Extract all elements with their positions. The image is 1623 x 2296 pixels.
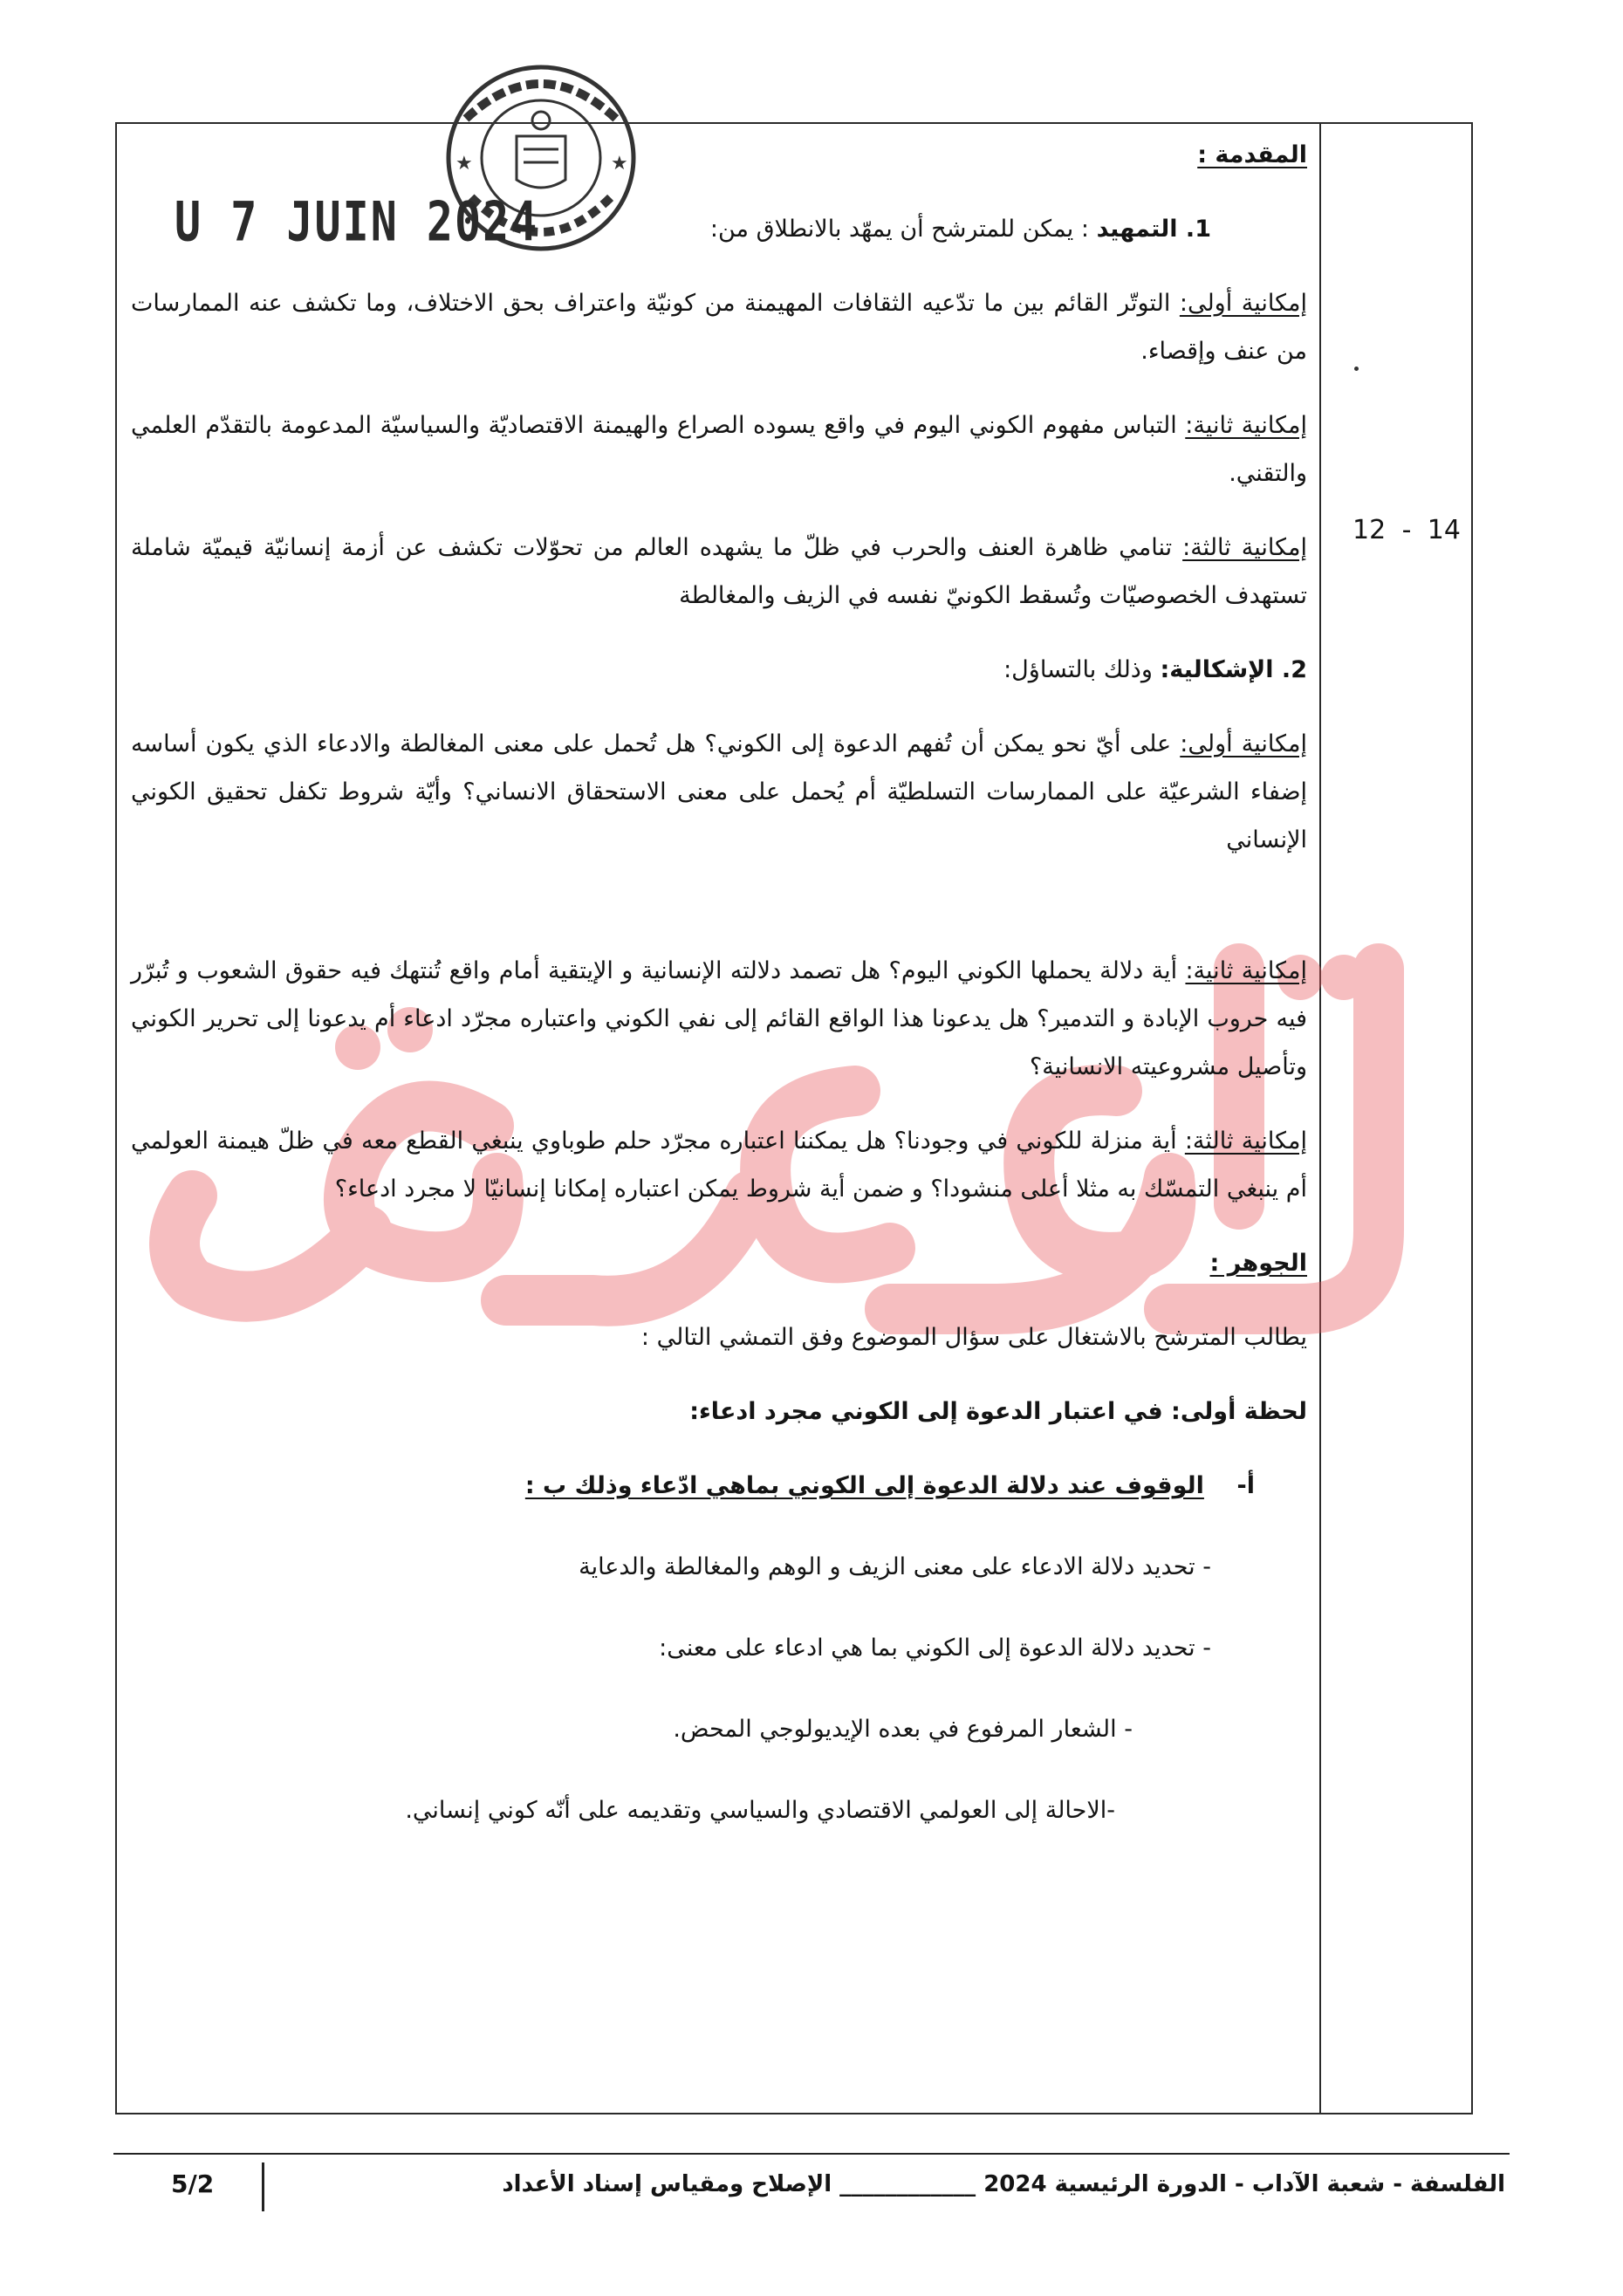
score-max: 14 [1427, 515, 1461, 545]
intro-option-1 [131, 279, 1307, 375]
option-label: إمكانية ثانية: [1185, 957, 1308, 984]
tamhid-text: : يمكن للمترشح أن يمهّد بالانطلاق من: [709, 216, 1097, 243]
point-a-letter: أ- [1236, 1472, 1255, 1499]
bullet-2: - تحديد دلالة الدعوة إلى الكوني بما هي ادعاء على معنى: [659, 1635, 1211, 1662]
option-text: أية منزلة للكوني في وجودنا؟ هل يمكننا اعتباره مجرّد حلم طوباوي ينبغي القطع معه في ظلّ هيمنة العولمي أم ينبغي التمسّك به مثلا أعلى منشودا؟ و ضمن أية شروط يمكن اعتباره إمكانا إنسانيّا لا مجرد ادعاء؟ [131, 1127, 1307, 1203]
question-option-3 [131, 1117, 1307, 1213]
margin-dot [1354, 367, 1359, 371]
question-option-1 [131, 720, 1307, 864]
option-text: تنامي ظاهرة العنف والحرب في ظلّ ما يشهده العالم من تحوّلات تكشف عن أزمة إنسانيّة قيميّة شاملة تستهدف الخصوصيّات وتُسقط الكونيّ نفسه في الزيف والمغالطة [131, 534, 1307, 609]
option-label: إمكانية ثانية: [1185, 412, 1307, 439]
score-range [1340, 515, 1473, 545]
footer-separator [262, 2162, 264, 2211]
tamhid-line [131, 205, 1211, 253]
intro-option-2 [131, 401, 1307, 497]
intro-heading: المقدمة : [1197, 141, 1307, 168]
intro-option-3 [131, 524, 1307, 620]
option-label: إمكانية أولى: [1179, 290, 1307, 317]
score-column-divider [1319, 122, 1321, 2114]
option-text: التباس مفهوم الكوني اليوم في واقع يسوده الصراع والهيمنة الاقتصاديّة والسياسيّة المدعومة بالتقدّم العلمي والتقني. [131, 412, 1307, 487]
correction-content [131, 131, 1307, 1834]
svg-text:★: ★ [611, 153, 628, 175]
svg-text:★: ★ [455, 153, 473, 175]
footer-title: الفلسفة - شعبة الآداب - الدورة الرئيسية 2024 ____________ الإصلاح ومقياس إسناد الأعداد [502, 2171, 1505, 2197]
problem-line [131, 646, 1307, 694]
problem-label: 2. الإشكالية: [1160, 656, 1307, 683]
option-text: على أيّ نحو يمكن أن تُفهم الدعوة إلى الكوني؟ هل تُحمل على معنى المغالطة والادعاء الذي يكون أساسه إضفاء الشرعيّة على الممارسات التسلطيّة أم يُحمل على معنى الاستحقاق الانساني؟ وأيّة شروط تكفل تحقيق الكوني الإنساني [131, 730, 1307, 853]
option-text: التوتّر القائم بين ما تدّعيه الثقافات المهيمنة من كونيّة واعتراف بحق الاختلاف، وما تكشف عنه الممارسات من عنف وإقصاء. [131, 290, 1307, 365]
question-option-2 [131, 947, 1307, 1091]
option-text: أية دلالة يحملها الكوني اليوم؟ هل تصمد دلالته الإنسانية و الإيتقية أمام واقع تُنتهك فيه حقوق الشعوب و تُبرّر فيه حروب الإبادة و التدمير؟ هل يدعونا هذا الواقع القائم إلى نفي الكوني واعتباره مجرّد ادعاء أم يدعونا إلى تحرير الكوني وتأصيل مشروعيته الانسانية؟ [131, 957, 1307, 1080]
page-number: 5/2 [171, 2169, 215, 2198]
option-label: إمكانية ثالثة: [1184, 1127, 1307, 1155]
bullet-3: - الشعار المرفوع في بعده الإيديولوجي المحض. [673, 1716, 1133, 1743]
bullet-1: - تحديد دلالة الادعاء على معنى الزيف و الوهم والمغالطة والدعاية [579, 1553, 1211, 1580]
footer-rule [113, 2153, 1510, 2155]
option-label: إمكانية ثالثة: [1182, 534, 1308, 561]
body-demand: يطالب المترشح بالاشتغال على سؤال الموضوع وفق التمشي التالي : [640, 1324, 1307, 1351]
moment-1: لحظة أولى: في اعتبار الدعوة إلى الكوني مجرد ادعاء: [689, 1398, 1307, 1425]
option-label: إمكانية أولى: [1180, 730, 1307, 757]
bullet-4: -الاحالة إلى العولمي الاقتصادي والسياسي وتقديمه على أنّه كوني إنساني. [405, 1797, 1115, 1824]
point-a-text: الوقوف عند دلالة الدعوة إلى الكوني بماهي ادّعاء وذلك ب : [524, 1472, 1204, 1499]
date-stamp: U 7 JUIN 2024 [175, 189, 539, 254]
body-heading: الجوهر : [1209, 1250, 1307, 1277]
point-a [131, 1462, 1255, 1510]
problem-text: وذلك بالتساؤل: [1003, 656, 1161, 683]
score-min: 12 [1352, 515, 1387, 545]
score-dash: - [1401, 515, 1412, 545]
tamhid-label: 1. التمهيد [1096, 216, 1211, 243]
